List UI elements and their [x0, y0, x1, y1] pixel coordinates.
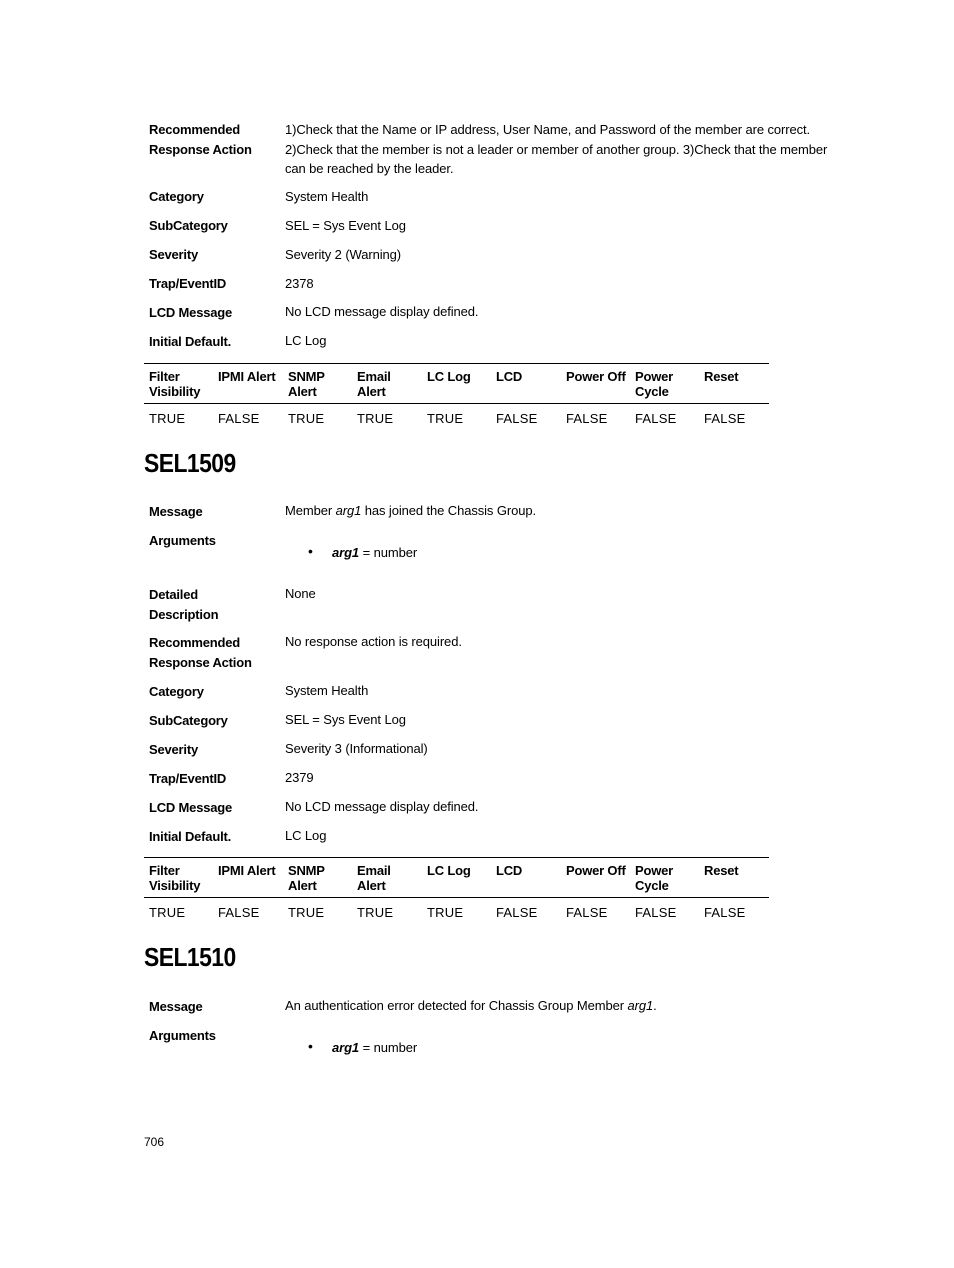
table-cell: FALSE	[566, 905, 608, 920]
field-label-category: Category	[149, 684, 204, 699]
field-value-message	[285, 996, 835, 1016]
field-label-initial-default: Initial Default.	[149, 334, 232, 349]
table-header: LC Log	[427, 369, 471, 384]
field-value-initial-default: LC Log	[285, 828, 327, 843]
table-header: IPMI Alert	[218, 863, 276, 878]
field-value-subcategory: SEL = Sys Event Log	[285, 218, 406, 233]
table-header: Filter Visibility	[149, 369, 201, 399]
field-label-trap-eventid: Trap/EventID	[149, 276, 227, 291]
message-text: An authentication error detected for Chassis Group Member	[285, 998, 628, 1013]
bullet-dot: •	[308, 1038, 313, 1054]
argument-name: arg1	[332, 1040, 360, 1055]
field-label-subcategory: SubCategory	[149, 218, 228, 233]
field-label-severity: Severity	[149, 742, 198, 757]
table-cell: TRUE	[149, 411, 186, 426]
table-header: LCD	[496, 369, 523, 384]
table-cell: FALSE	[496, 905, 538, 920]
argument-item	[332, 1038, 632, 1058]
table-header: Filter Visibility	[149, 863, 201, 893]
field-label-arguments: Arguments	[149, 533, 216, 548]
bullet-dot: •	[308, 543, 313, 559]
table-header: LC Log	[427, 863, 471, 878]
field-value-message	[285, 501, 835, 521]
field-value-category: System Health	[285, 683, 369, 698]
table-cell: FALSE	[704, 411, 746, 426]
message-text: Member	[285, 503, 336, 518]
table-cell: FALSE	[218, 411, 260, 426]
field-label-lcd-message: LCD Message	[149, 305, 233, 320]
message-arg: arg1	[627, 998, 654, 1013]
argument-item	[332, 543, 632, 563]
field-label-recommended-action: Recommended Response Action	[149, 635, 252, 670]
field-value-subcategory: SEL = Sys Event Log	[285, 712, 406, 727]
field-label-message: Message	[149, 999, 203, 1014]
table-rule	[144, 857, 769, 858]
field-value-recommended-action: No response action is required.	[285, 634, 462, 649]
table-header: Power Off	[566, 863, 626, 878]
field-label-lcd-message: LCD Message	[149, 800, 233, 815]
table-cell: FALSE	[635, 411, 677, 426]
table-header: Email Alert	[357, 369, 391, 399]
field-value-lcd-message: No LCD message display defined.	[285, 304, 479, 319]
field-label-category: Category	[149, 189, 204, 204]
table-cell: TRUE	[288, 905, 325, 920]
field-label-subcategory: SubCategory	[149, 713, 228, 728]
table-cell: FALSE	[566, 411, 608, 426]
table-cell: FALSE	[496, 411, 538, 426]
section-heading: SEL1509	[144, 448, 236, 478]
table-header: SNMP Alert	[288, 863, 325, 893]
field-value-recommended-action: 1)Check that the Name or IP address, User Name, and Password of the member are correct. 2)Check that the member is not a leader or member of another group. 3)Check that the member can be reached by the leader.	[285, 122, 828, 176]
table-cell: FALSE	[218, 905, 260, 920]
field-label-severity: Severity	[149, 247, 198, 262]
table-cell: FALSE	[704, 905, 746, 920]
table-header: LCD	[496, 863, 523, 878]
field-label-recommended-action: Recommended Response Action	[149, 122, 252, 157]
table-header: SNMP Alert	[288, 369, 325, 399]
table-header: Power Cycle	[635, 369, 674, 399]
argument-type: = number	[359, 545, 418, 560]
table-cell: TRUE	[357, 411, 394, 426]
field-label-trap-eventid: Trap/EventID	[149, 771, 227, 786]
field-value-lcd-message: No LCD message display defined.	[285, 799, 479, 814]
message-text-tail: has joined the Chassis Group.	[361, 503, 536, 518]
field-label-arguments: Arguments	[149, 1028, 216, 1043]
page-number: 706	[144, 1135, 165, 1149]
field-value-category: System Health	[285, 189, 369, 204]
field-label-message: Message	[149, 504, 203, 519]
table-cell: FALSE	[635, 905, 677, 920]
table-rule	[144, 403, 769, 404]
message-text-tail: .	[653, 998, 657, 1013]
table-cell: TRUE	[357, 905, 394, 920]
field-value-trap-eventid: 2379	[285, 770, 314, 785]
table-header: Reset	[704, 369, 739, 384]
argument-name: arg1	[332, 545, 360, 560]
field-value-severity: Severity 2 (Warning)	[285, 247, 401, 262]
table-header: Power Cycle	[635, 863, 674, 893]
message-arg: arg1	[335, 503, 362, 518]
field-label-initial-default: Initial Default.	[149, 829, 232, 844]
table-cell: TRUE	[427, 905, 464, 920]
table-cell: TRUE	[288, 411, 325, 426]
table-cell: TRUE	[149, 905, 186, 920]
argument-type: = number	[359, 1040, 418, 1055]
table-header: Reset	[704, 863, 739, 878]
table-rule	[144, 897, 769, 898]
field-value-detailed-description: None	[285, 586, 316, 601]
table-rule	[144, 363, 769, 364]
table-header: Power Off	[566, 369, 626, 384]
table-cell: TRUE	[427, 411, 464, 426]
table-header: IPMI Alert	[218, 369, 276, 384]
field-value-severity: Severity 3 (Informational)	[285, 741, 428, 756]
field-value-initial-default: LC Log	[285, 333, 327, 348]
section-heading: SEL1510	[144, 942, 236, 972]
field-label-detailed-description: Detailed Description	[149, 587, 219, 622]
table-header: Email Alert	[357, 863, 391, 893]
field-value-trap-eventid: 2378	[285, 276, 314, 291]
